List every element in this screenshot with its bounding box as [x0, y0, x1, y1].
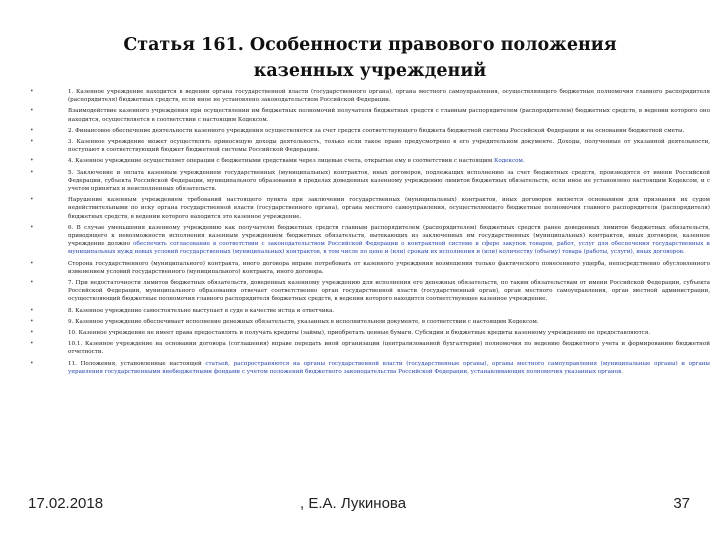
list-item-text: Взаимодействие казенного учреждения при осуществлении им бюджетных полномочий получателя бюджетных средств с главным распорядителем (распорядителем) бюджетных средств, в ведении которого оно находится, осуществляется в соответствии с настоящим Кодексом. [68, 108, 710, 123]
bullet-icon: • [30, 259, 34, 267]
list-item [30, 196, 710, 221]
list-item [30, 260, 710, 276]
list-item-text: 2. Финансовое обеспечение деятельности казенного учреждения осуществляется за счет средств соответствующего бюджета бюджетной системы Российской Федерации и на основании бюджетной сметы. [68, 127, 685, 134]
list-item-link-text[interactable]: Кодексом. [494, 158, 525, 165]
list-item-text: 3. Казенное учреждение может осуществлять приносящую доходы деятельность, только если такое право предусмотрено в его учредительном документе. Доходы, полученные от указанной деятельности, поступают в соответствующий бюджет бюджетной системы Российской Федерации. [68, 139, 710, 154]
bullet-icon: • [30, 138, 34, 146]
bullet-icon: • [30, 359, 34, 367]
bullet-icon: • [30, 196, 34, 204]
bullet-icon: • [30, 88, 34, 95]
list-item [30, 360, 710, 376]
footer-date: 17.02.2018 [28, 495, 104, 512]
list-item-text: 5. Заключение и оплата казенным учреждением государственных (муниципальных) контрактов, иных договоров, подлежащих исполнению за счет бюджетных средств, производятся от имени Российской Федерации, субъекта Российской Федерации, муниципального образования в пределах доведенных казенному учреждению лимитов бюджетных обязательств, если иное не установлено настоящим Кодексом, и с учетом принятых и неисполненных обязательств. [68, 169, 710, 193]
footer-page-number: 37 [673, 495, 690, 512]
bullet-icon: • [30, 107, 34, 115]
list-item [30, 329, 710, 337]
list-item-text: 8. Казенное учреждение самостоятельно выступает в суде в качестве истца и ответчика. [68, 307, 335, 314]
list-item-text: 4. Казенное учреждение осуществляет операции с бюджетными средствами через лицевые счета, открытые ему в соответствии с настоящим [68, 158, 493, 165]
footer-author: , Е.А. Лукинова [300, 495, 407, 512]
bullet-icon: • [30, 126, 34, 134]
list-item-text: 1. Казенное учреждение находится в ведении органа государственной власти (государственного органа), органа местного самоуправления, осуществляющего бюджетные полномочия главного распорядителя (распорядителя) бюджетных средств, если иное не установлено законодательством Российской Федерации. [68, 89, 710, 104]
list-item-text: 7. При недостаточности лимитов бюджетных обязательств, доведенных казенному учреждению для исполнения его денежных обязательств, по таким обязательствам от имени Российской Федерации, субъекта Российской Федерации, муниципального образования отвечает соответственно орган государственной власти (государственный орган), орган местного самоуправления, орган местной администрации, осуществляющий бюджетные полномочия главного распорядителя бюджетных средств, в ведении которого находится соответствующее казенное учреждение. [68, 280, 710, 303]
list-item [30, 279, 710, 304]
list-item-text: 10. Казенное учреждение не имеет права предоставлять и получать кредиты (займы), приобретать ценные бумаги. Субсидии и бюджетные кредиты казенному учреждению не предоставляются. [68, 330, 651, 337]
list-item-link-text[interactable]: обеспечить согласование в соответствии с законодательством Российской Федерации о контрактной системе в сфере закупок товаров, работ, услуг для обеспечения государственных и муниципальных нужд новых условий государственных (муниципальных) контрактов, в том числе по цене и (или) срокам их исполнения и (или) количеству (объему) товара (работы, услуги), иных договоров. [68, 241, 710, 256]
bullet-icon: • [30, 317, 34, 325]
bullet-icon: • [30, 306, 34, 314]
list-item [30, 88, 710, 104]
bullet-icon: • [30, 279, 34, 287]
list-item-text: Сторона государственного (муниципального) контракта, иного договора вправе потребовать от казенного учреждения возмещения только фактического понесенного ущерба, непосредственно обусловленного изменением условий государственного (муниципального) контракта, иного договора. [68, 260, 710, 275]
list-item [30, 157, 710, 165]
list-item-text: 9. Казенное учреждение обеспечивает исполнение денежных обязательств, указанных в исполнительном документе, в соответствии с настоящим Кодексом. [68, 318, 539, 325]
list-item-link-text[interactable]: статьей, распространяются на органы государственной власти (государственные органы), органы местного самоуправления (муниципальные органы) и органы управления государственными внебюджетными фондами с учетом положений бюджетного законодательства Российской Федерации, устанавливающих полномочия указанных органов. [68, 360, 711, 375]
list-item [30, 169, 710, 194]
bullet-icon: • [30, 340, 34, 348]
list-item-text: 6. В случае уменьшения казенному учреждению как получателю бюджетных средств главным распорядителем (распорядителем) бюджетных средств ранее доведенных лимитов бюджетных обязательств, приводящего к невозможности исполнения казенным учреждением бюджетных обязательств, вытекающих из заключенных им государственных (муниципальных) контрактов, иных договоров, казенное учреждение должно [68, 224, 710, 248]
list-item [30, 307, 710, 315]
article-items-list [30, 88, 710, 379]
bullet-icon: • [30, 157, 34, 165]
list-item [30, 224, 710, 257]
list-item-text: 10.1. Казенное учреждение на основании договора (соглашения) вправе передать иной организации (централизованной бухгалтерии) полномочия по ведению бюджетного учета и формированию бюджетной отчетности. [68, 341, 710, 356]
list-item-text: 11. Положения, установленные настоящей [68, 360, 202, 367]
list-item [30, 127, 710, 135]
bullet-icon: • [30, 168, 34, 176]
list-item [30, 340, 710, 356]
slide-title: Статья 161. Особенности правового положения казенных учреждений [123, 35, 617, 81]
list-item [30, 107, 710, 123]
bullet-icon: • [30, 223, 34, 231]
list-item [30, 138, 710, 154]
list-item-text: Нарушение казенным учреждением требований настоящего пункта при заключении государственных (муниципальных) контрактов, иных договоров является основанием для признания их судом недействительными по иску органа государственной власти (государственного органа), органа местного самоуправления, осуществляющего бюджетные полномочия главного распорядителя (распорядителя) бюджетных средств, в ведении которого находится это казенное учреждение. [68, 197, 710, 220]
list-item [30, 318, 710, 326]
bullet-icon: • [30, 329, 34, 337]
